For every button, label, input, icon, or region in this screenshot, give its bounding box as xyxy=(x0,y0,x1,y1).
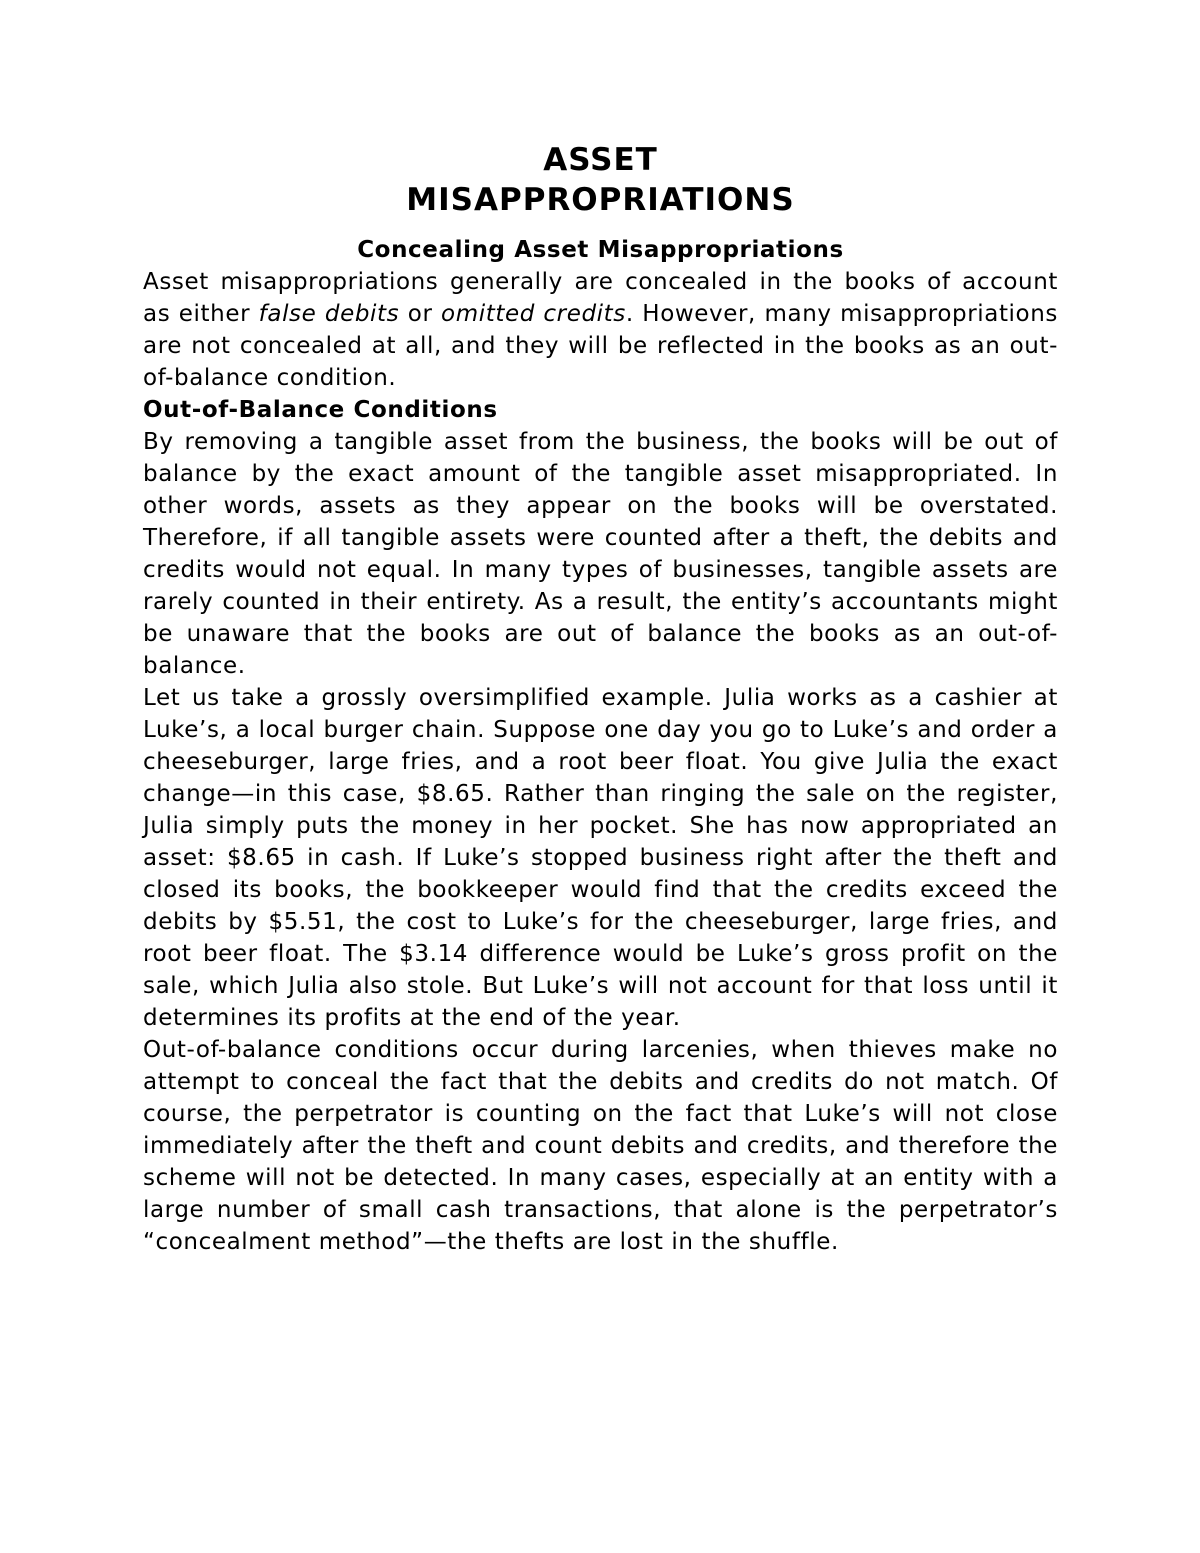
intro-paragraph xyxy=(143,266,1058,394)
intro-italic-false-debits: false debits xyxy=(258,301,400,327)
intro-text-part1: Asset misappropriations generally are concealed in the books of account as either xyxy=(143,269,1058,327)
page-title-line1: ASSET xyxy=(543,142,658,178)
page-title-line2: MISAPPROPRIATIONS xyxy=(406,182,795,218)
intro-italic-omitted-credits: omitted credits xyxy=(441,301,626,327)
body-paragraph-1: By removing a tangible asset from the business, the books will be out of balance by the exact amount of the tangible asset misappropriated. In other words, assets as they appear on the books will be overstated. Therefore, if all tangible assets were counted after a theft, the debits and credits would not equal. In many types of businesses, tangible assets are rarely counted in their entirety. As a result, the entity’s accountants might be unaware that the books are out of balance the books as an out-of-balance. xyxy=(143,429,1058,679)
body-paragraph-3: Out-of-balance conditions occur during larcenies, when thieves make no attempt to conceal the fact that the debits and credits do not match. Of course, the perpetrator is counting on the fact that Luke’s will not close immediately after the theft and count debits and credits, and therefore the scheme will not be detected. In many cases, especially at an entity with a large number of small cash transactions, that alone is the perpetrator’s “concealment method”—the thefts are lost in the shuffle. xyxy=(143,1037,1058,1255)
section-subtitle: Concealing Asset Misappropriations xyxy=(357,237,844,263)
body-paragraph-2: Let us take a grossly oversimplified example. Julia works as a cashier at Luke’s, a local burger chain. Suppose one day you go to Luke’s and order a cheeseburger, large fries, and a root beer float. You give Julia the exact change—in this case, $8.65. Rather than ringing the sale on the register, Julia simply puts the money in her pocket. She has now appropriated an asset: $8.65 in cash. If Luke’s stopped business right after the theft and closed its books, the bookkeeper would find that the credits exceed the debits by $5.51, the cost to Luke’s for the cheeseburger, large fries, and root beer float. The $3.14 difference would be Luke’s gross profit on the sale, which Julia also stole. But Luke’s will not account for that loss until it determines its profits at the end of the year. xyxy=(143,685,1058,1031)
intro-text-part2: or xyxy=(399,301,442,327)
page-title xyxy=(143,140,1058,220)
intro-text-part3: . However, many misappropriations are not concealed at all, and they will be reflected in the books as an out-of-balance condition. xyxy=(143,301,1058,391)
document-page xyxy=(143,140,1058,1258)
section-heading: Out-of-Balance Conditions xyxy=(143,397,498,423)
